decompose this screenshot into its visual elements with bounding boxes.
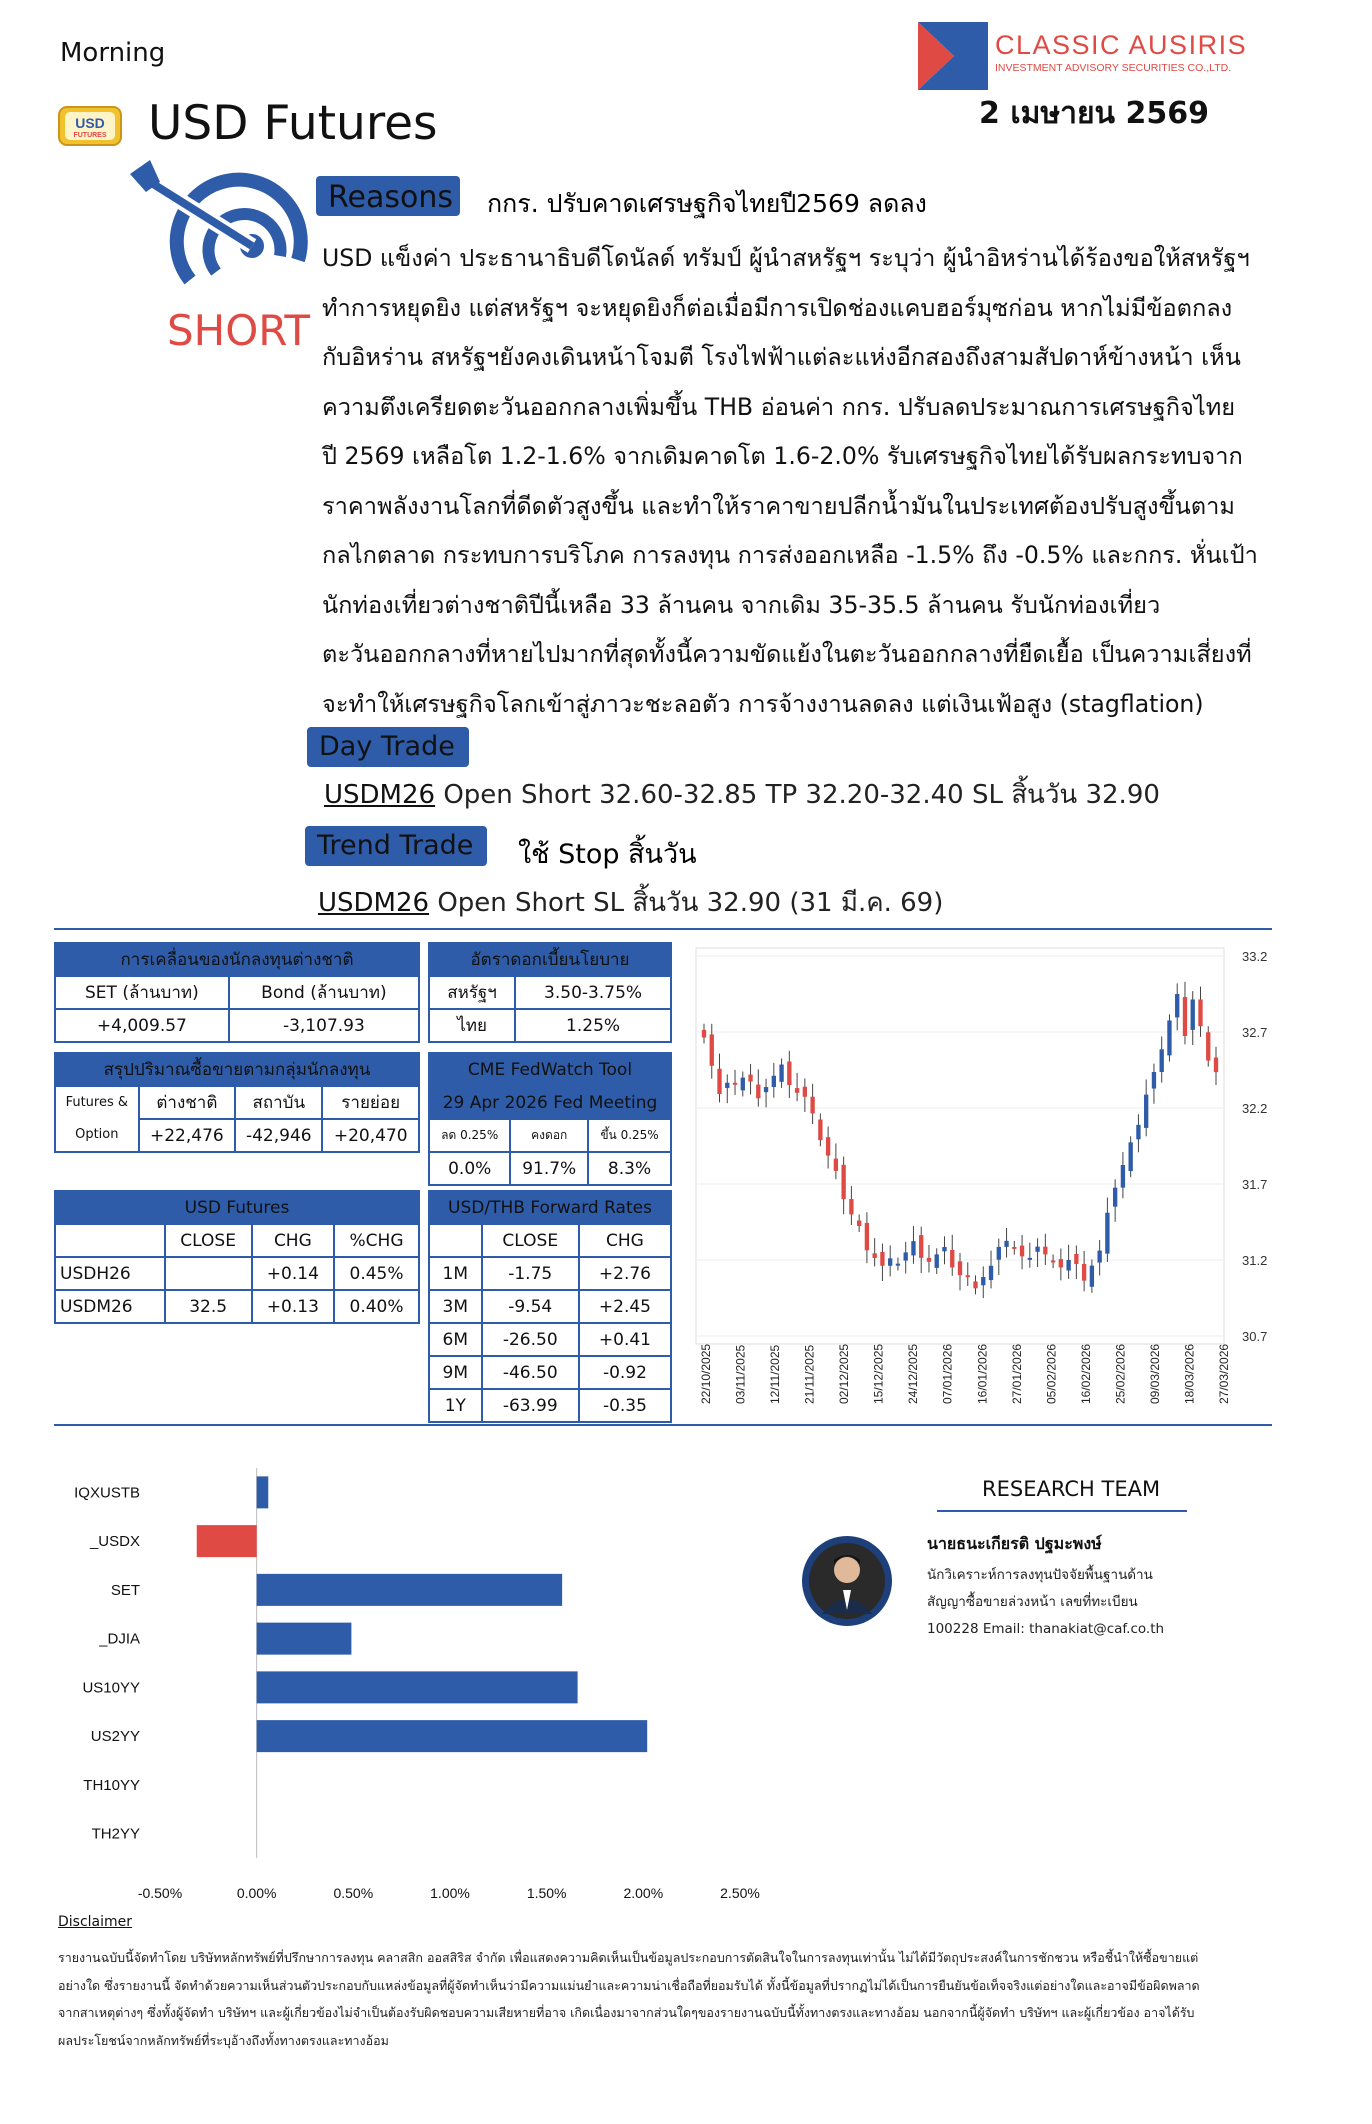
candle-body <box>717 1069 721 1094</box>
investor-group-table <box>54 1052 420 1153</box>
candle-body <box>1198 999 1202 1026</box>
research-team-title: RESEARCH TEAM <box>982 1477 1161 1501</box>
policy-rate-table <box>428 942 672 1043</box>
x-tick-label: 24/12/2025 <box>906 1343 921 1404</box>
disclaimer-line: จากสาเหตุต่างๆ ซึ่งทั้งผู้จัดทำ บริษัทฯ และผู้เกี่ยวข้องไม่จำเป็นต้องรับผิดชอบความเสียหายที่อาจ เกิดเนื่องมาจากส่วนใดๆของรายงานฉบับนี้ทั้งทางตรงและทางอ้อม นอกจากนี้ผู้จัดทำ บริษัทฯ และผู้เกี่ยวข้อง อาจได้รับ <box>58 2005 1195 2020</box>
disclaimer-line: ผลประโยชน์จากหลักทรัพย์ที่ระบุอ้างถึงทั้งทางตรงและทางอ้อม <box>58 2032 389 2048</box>
reasons-headline: กกร. ปรับคาดเศรษฐกิจไทยปี2569 ลดลง <box>487 189 927 218</box>
analyst-desc-line: นักวิเคราะห์การลงทุนปัจจัยพื้นฐานด้าน <box>927 1567 1153 1583</box>
candle-body <box>1051 1260 1055 1262</box>
body-line: ความตึงเครียดตะวันออกกลางเพิ่มขึ้น THB อ่อนค่า กกร. ปรับลดประมาณการเศรษฐกิจไทย <box>322 392 1236 421</box>
table-cell: +0.41 <box>579 1323 671 1356</box>
candle-body <box>1128 1142 1132 1171</box>
candle-body <box>966 1275 970 1277</box>
candle-body <box>1105 1213 1109 1254</box>
bar <box>257 1574 562 1606</box>
table-cell: 1Y <box>429 1389 482 1422</box>
table-header: คงดอก <box>510 1119 588 1152</box>
bar <box>257 1623 352 1655</box>
table-cell: +4,009.57 <box>55 1009 229 1042</box>
day-trade-text: Open Short 32.60-32.85 TP 32.20-32.40 SL สิ้นวัน 32.90 <box>435 780 1160 810</box>
table-header: ต่างชาติ <box>139 1086 236 1119</box>
table-header: CHG <box>252 1224 334 1257</box>
body-line: USD แข็งค่า ประธานาธิบดีโดนัลด์ ทรัมป์ ผู้นำสหรัฐฯ ระบุว่า ผู้นำอิหร่านได้ร้องขอให้สหรัฐฯ <box>322 244 1250 272</box>
table-cell <box>165 1257 252 1290</box>
table-header: CLOSE <box>482 1224 579 1257</box>
candle-body <box>787 1061 791 1085</box>
table-cell: 3M <box>429 1290 482 1323</box>
logo-text: USD <box>75 115 105 131</box>
table-cell: สหรัฐฯ <box>429 976 515 1009</box>
candle-body <box>1113 1188 1117 1207</box>
candle-body <box>834 1159 838 1171</box>
x-tick-label: 1.50% <box>526 1885 567 1901</box>
y-tick-label: 33.2 <box>1242 949 1268 964</box>
x-tick-label: -0.50% <box>137 1885 183 1901</box>
x-tick-label: 03/11/2025 <box>733 1344 748 1404</box>
candle-body <box>756 1085 760 1099</box>
x-tick-label: 27/01/2026 <box>1009 1343 1024 1404</box>
bar <box>257 1476 269 1508</box>
table-title: USD/THB Forward Rates <box>429 1191 671 1224</box>
candle-body <box>1191 999 1195 1029</box>
company-subtitle: INVESTMENT ADVISORY SECURITIES CO.,LTD. <box>995 62 1232 74</box>
candle-body <box>1175 994 1179 1017</box>
candle-body <box>1043 1247 1047 1255</box>
candle-body <box>981 1277 985 1285</box>
candle-body <box>1004 1241 1008 1247</box>
page-title: USD Futures <box>148 96 438 151</box>
table-cell: +0.14 <box>252 1257 334 1290</box>
candle-body <box>1059 1259 1063 1267</box>
x-tick-label: 18/03/2026 <box>1182 1343 1197 1404</box>
table-cell: 8.3% <box>588 1152 671 1185</box>
table-cell: +0.13 <box>252 1290 334 1323</box>
table-cell: 0.0% <box>429 1152 510 1185</box>
market-change-bar-chart <box>50 1448 800 1908</box>
table-header: สถาบัน <box>235 1086 322 1119</box>
candle-body <box>857 1220 861 1225</box>
bar-category-label: TH2YY <box>91 1825 140 1843</box>
x-tick-label: 07/01/2026 <box>940 1343 955 1404</box>
table-cell: 9M <box>429 1356 482 1389</box>
candle-body <box>748 1075 752 1082</box>
x-tick-label: 12/11/2025 <box>768 1344 783 1404</box>
candle-body <box>1020 1246 1024 1257</box>
candle-body <box>841 1165 845 1199</box>
table-header: ขึ้น 0.25% <box>588 1119 671 1152</box>
candle-body <box>942 1247 946 1251</box>
table-cell: +20,470 <box>322 1119 419 1152</box>
x-tick-label: 25/02/2026 <box>1113 1343 1128 1404</box>
candle-body <box>849 1199 853 1214</box>
x-tick-label: 09/03/2026 <box>1147 1343 1162 1404</box>
table-header: CHG <box>579 1224 671 1257</box>
table-cell: 1.25% <box>515 1009 671 1042</box>
body-line: ตะวันออกกลางที่หายไปมากที่สุดทั้งนี้ความขัดแย้งในตะวันออกกลางที่ยืดเยื้อ เป็นความเสี่ยงที่ <box>322 640 1252 668</box>
candle-body <box>958 1261 962 1275</box>
trend-trade-recommendation <box>318 882 943 923</box>
target-icon <box>130 160 310 310</box>
candle-body <box>1144 1095 1148 1128</box>
candle-body <box>803 1087 807 1097</box>
candle-body <box>865 1223 869 1250</box>
table-header <box>55 1224 165 1257</box>
candle-body <box>927 1258 931 1262</box>
table-cell: -1.75 <box>482 1257 579 1290</box>
row-label-line: Option <box>75 1127 119 1142</box>
disclaimer-text <box>58 1944 1278 2054</box>
table-cell: -9.54 <box>482 1290 579 1323</box>
x-tick-label: 02/12/2025 <box>837 1343 852 1404</box>
body-line: จะทำให้เศรษฐกิจโลกเข้าสู่ภาวะชะลอตัว การจ้างงานลดลง แต่เงินเฟ้อสูง (stagflation) <box>322 689 1204 718</box>
x-tick-label: 27/03/2026 <box>1217 1343 1231 1404</box>
candle-body <box>1082 1264 1086 1281</box>
table-cell: +2.45 <box>579 1290 671 1323</box>
signal-short: SHORT <box>167 306 311 355</box>
table-header <box>429 1224 482 1257</box>
table-cell: 0.45% <box>334 1257 419 1290</box>
bar-category-label: _USDX <box>89 1533 140 1551</box>
bar <box>197 1525 257 1557</box>
table-cell: 32.5 <box>165 1290 252 1323</box>
candle-body <box>1035 1247 1039 1252</box>
x-tick-label: 2.00% <box>623 1885 664 1901</box>
table-cell: -63.99 <box>482 1389 579 1422</box>
table-cell: USDH26 <box>55 1257 165 1290</box>
y-tick-label: 30.7 <box>1242 1329 1268 1344</box>
candle-body <box>772 1076 776 1087</box>
trend-trade-label: Trend Trade <box>305 826 487 866</box>
disclaimer-title: Disclaimer <box>58 1914 133 1930</box>
logo-subtext: FUTURES <box>73 132 107 139</box>
body-line: ทำการหยุดยิง แต่สหรัฐฯ จะหยุดยิงก็ต่อเมื่อมีการเปิดช่องแคบฮอร์มุซก่อน หากไม่มีข้อตกลง <box>322 293 1233 322</box>
candle-body <box>702 1030 706 1038</box>
candle-body <box>935 1254 939 1268</box>
bar-category-label: _DJIA <box>99 1630 140 1648</box>
section-divider <box>54 1424 1272 1426</box>
body-line: ราคาพลังงานโลกที่ดีดตัวสูงขึ้น และทำให้ราคาขายปลีกน้ำมันในประเทศต้องปรับสูงขึ้นตาม <box>322 491 1235 520</box>
candle-body <box>764 1087 768 1092</box>
table-cell: -0.92 <box>579 1356 671 1389</box>
usdthb-candlestick-chart <box>684 938 1284 1408</box>
x-tick-label: 05/02/2026 <box>1044 1343 1059 1404</box>
candle-body <box>896 1264 900 1266</box>
table-cell: -3,107.93 <box>229 1009 419 1042</box>
bar-category-label: US10YY <box>82 1679 140 1697</box>
table-cell: +2.76 <box>579 1257 671 1290</box>
table-cell: 3.50-3.75% <box>515 976 671 1009</box>
body-line: นักท่องเที่ยวต่างชาติปีนี้เหลือ 33 ล้านคน จากเดิม 35-35.5 ล้านคน รับนักท่องเที่ยว <box>322 590 1161 619</box>
candle-body <box>1097 1251 1101 1263</box>
candle-body <box>1214 1058 1218 1073</box>
candle-body <box>1167 1020 1171 1055</box>
bar-category-label: IQXUSTB <box>74 1484 140 1502</box>
x-tick-label: 15/12/2025 <box>871 1343 886 1404</box>
candle-body <box>1074 1254 1078 1264</box>
body-line: กลไกตลาด กระทบการบริโภค การลงทุน การส่งออกเหลือ -1.5% ถึง -0.5% และกกร. หั่นเป้า <box>322 541 1258 569</box>
x-tick-label: 21/11/2025 <box>802 1344 817 1404</box>
candle-body <box>1206 1032 1210 1060</box>
candle-body <box>950 1250 954 1267</box>
x-tick-label: 1.00% <box>430 1885 470 1901</box>
reasons-label: Reasons <box>316 176 460 216</box>
row-label-line: Futures & <box>65 1095 129 1110</box>
bar-category-label: SET <box>110 1581 140 1599</box>
candle-body <box>779 1065 783 1082</box>
table-title: อัตราดอกเบี้ยนโยบาย <box>429 943 671 976</box>
candle-body <box>997 1247 1001 1260</box>
candle-body <box>810 1097 814 1114</box>
analyst-avatar <box>800 1534 894 1628</box>
table-header: รายย่อย <box>322 1086 419 1119</box>
y-tick-label: 31.2 <box>1242 1253 1268 1268</box>
candle-body <box>1136 1125 1140 1139</box>
candle-body <box>733 1083 737 1085</box>
bar-category-label: US2YY <box>90 1728 140 1746</box>
y-tick-label: 31.7 <box>1242 1177 1268 1192</box>
foreign-flow-table <box>54 942 420 1043</box>
table-header: ลด 0.25% <box>429 1119 510 1152</box>
table-cell: 6M <box>429 1323 482 1356</box>
report-date: 2 เมษายน 2569 <box>979 96 1209 131</box>
morning-label: Morning <box>60 38 166 68</box>
candle-body <box>989 1266 993 1280</box>
x-tick-label: 22/10/2025 <box>699 1343 713 1404</box>
candle-body <box>795 1088 799 1093</box>
candle-body <box>818 1120 822 1141</box>
table-title: USD Futures <box>55 1191 419 1224</box>
x-tick-label: 0.50% <box>333 1885 374 1901</box>
table-header: SET (ล้านบาท) <box>55 976 229 1009</box>
company-name: CLASSIC AUSIRIS <box>995 30 1248 60</box>
candle-body <box>1183 997 1187 1036</box>
table-header: Bond (ล้านบาท) <box>229 976 419 1009</box>
candle-body <box>1121 1165 1125 1188</box>
candle-body <box>1066 1260 1070 1270</box>
usd-futures-table <box>54 1190 420 1324</box>
candle-body <box>872 1253 876 1258</box>
table-cell: -0.35 <box>579 1389 671 1422</box>
day-trade-symbol: USDM26 <box>324 780 436 810</box>
table-row-label <box>55 1086 139 1152</box>
table-header: CLOSE <box>165 1224 252 1257</box>
candle-body <box>826 1137 830 1155</box>
disclaimer-line: รายงานฉบับนี้จัดทำโดย บริษัทหลักทรัพย์ที่ปรึกษาการลงทุน คลาสสิก ออสสิริส จำกัด เพื่อแสดงความคิดเห็นเป็นข้อมูลประกอบการตัดสินใจในการลงทุนเท่านั้น ไม่ได้มีวัตถุประสงค์ในการชักชวน หรือชี้นำให้ซื้อขายแต่ <box>58 1950 1199 1965</box>
analyst-description <box>927 1562 1187 1643</box>
table-cell: 91.7% <box>510 1152 588 1185</box>
forward-rates-table <box>428 1190 672 1423</box>
analyst-name: นายธนะเกียรติ ปฐมะพงษ์ <box>927 1534 1102 1553</box>
bar-category-label: TH10YY <box>83 1776 140 1794</box>
section-divider <box>54 928 1272 930</box>
table-title: การเคลื่อนของนักลงทุนต่างชาติ <box>55 943 419 976</box>
table-subtitle: 29 Apr 2026 Fed Meeting <box>429 1086 671 1119</box>
x-tick-label: 16/02/2026 <box>1078 1343 1093 1404</box>
x-tick-label: 0.00% <box>236 1885 277 1901</box>
bar <box>257 1671 578 1703</box>
candle-body <box>1160 1049 1164 1072</box>
usd-futures-logo <box>57 103 123 149</box>
trend-trade-stop: ใช้ Stop สิ้นวัน <box>518 839 697 870</box>
day-trade-recommendation <box>324 774 1160 815</box>
candle-body <box>911 1241 915 1255</box>
trend-trade-symbol: USDM26 <box>318 888 430 918</box>
research-divider <box>937 1510 1187 1512</box>
analyst-desc-line: สัญญาซื้อขายล่วงหน้า เลขที่ทะเบียน <box>927 1594 1138 1610</box>
table-cell: USDM26 <box>55 1290 165 1323</box>
candle-body <box>880 1252 884 1266</box>
table-title: CME FedWatch Tool <box>429 1053 671 1086</box>
candle-body <box>1090 1266 1094 1287</box>
y-tick-label: 32.2 <box>1242 1101 1268 1116</box>
body-line: ปี 2569 เหลือโต 1.2-1.6% จากเดิมคาดโต 1.6-2.0% รับเศรษฐกิจไทยได้รับผลกระทบจาก <box>322 442 1243 470</box>
candle-body <box>1028 1258 1032 1260</box>
body-line: กับอิหร่าน สหรัฐฯยังคงเดินหน้าโจมตี โรงไฟฟ้าแต่ละแห่งอีกสองถึงสามสัปดาห์ข้างหน้า เห็น <box>322 343 1241 371</box>
table-cell: -26.50 <box>482 1323 579 1356</box>
reasons-body <box>322 234 1282 729</box>
candle-body <box>919 1235 923 1258</box>
candle-body <box>904 1252 908 1260</box>
disclaimer-line: อย่างใด ซึ่งรายงานนี้ จัดทำด้วยความเห็นส่วนตัวประกอบกับแหล่งข้อมูลที่ผู้จัดทำเห็นว่ามีความแม่นยำและความน่าเชื่อถือที่ยอมรับได้ ทั้งนี้ข้อมูลที่ปรากฏไม่ได้เป็นการยืนยันข้อเท็จจริงแต่อย่างใดและอาจมีข้อผิดพลาด <box>58 1977 1200 1993</box>
candle-body <box>888 1258 892 1265</box>
candle-body <box>1152 1072 1156 1089</box>
table-title: สรุปปริมาณซื้อขายตามกลุ่มนักลงทุน <box>55 1053 419 1086</box>
table-cell: -46.50 <box>482 1356 579 1389</box>
candle-body <box>973 1281 977 1288</box>
candle-body <box>725 1083 729 1088</box>
analyst-desc-line: 100228 Email: thanakiat@caf.co.th <box>927 1621 1165 1637</box>
fedwatch-table <box>428 1052 672 1186</box>
table-cell: ไทย <box>429 1009 515 1042</box>
candle-body <box>710 1034 714 1065</box>
table-cell: 0.40% <box>334 1290 419 1323</box>
table-cell: -42,946 <box>235 1119 322 1152</box>
x-tick-label: 2.50% <box>720 1885 760 1901</box>
candle-body <box>1012 1247 1016 1249</box>
trend-trade-text: Open Short SL สิ้นวัน 32.90 (31 มี.ค. 69) <box>429 888 944 918</box>
table-cell: 1M <box>429 1257 482 1290</box>
table-header: %CHG <box>334 1224 419 1257</box>
table-cell: +22,476 <box>139 1119 236 1152</box>
bar <box>257 1720 648 1752</box>
day-trade-label: Day Trade <box>307 727 469 767</box>
x-tick-label: 16/01/2026 <box>975 1343 990 1404</box>
y-tick-label: 32.7 <box>1242 1025 1268 1040</box>
candle-body <box>741 1078 745 1091</box>
